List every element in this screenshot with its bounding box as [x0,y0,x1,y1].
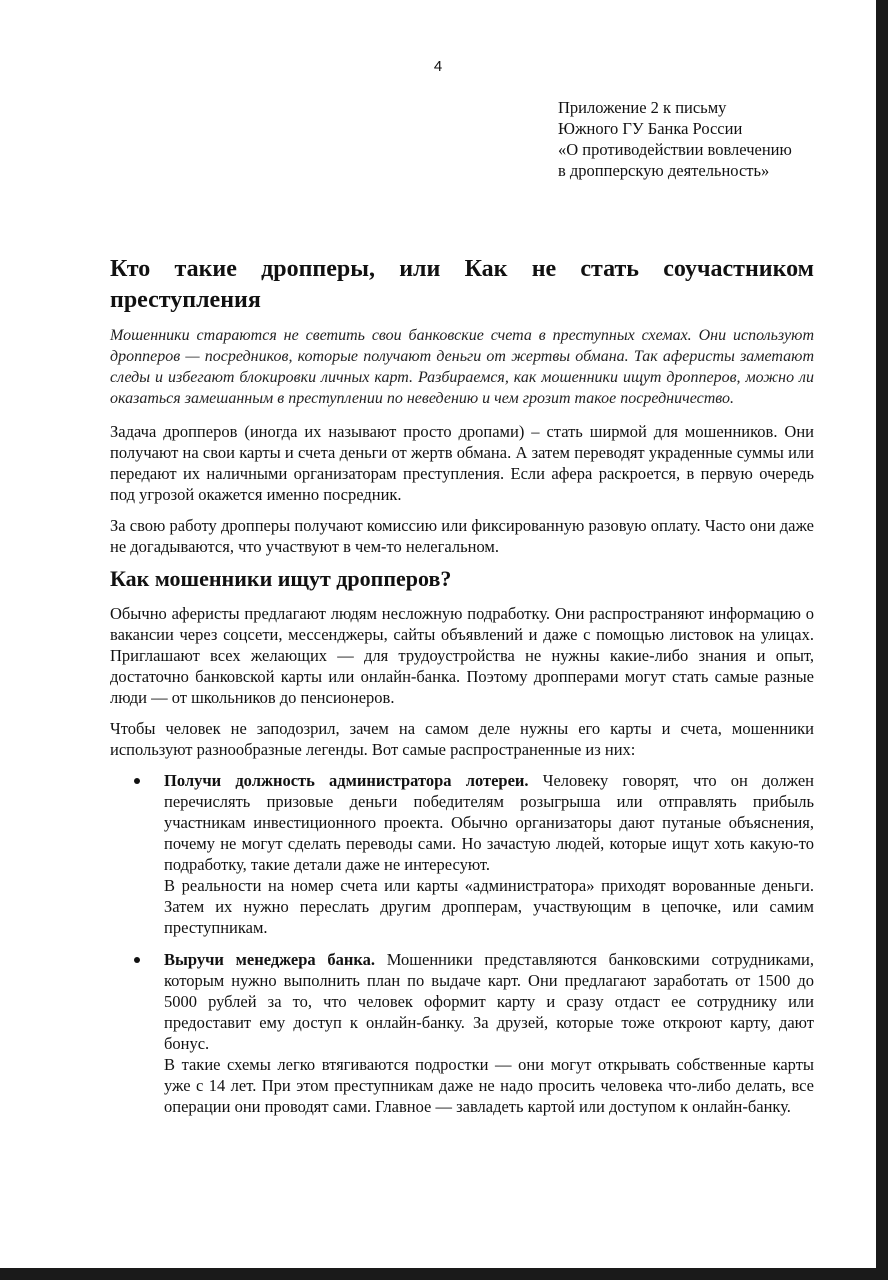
lead-paragraph: Мошенники стараются не светить свои банковские счета в преступных схемах. Они используют дропперов — посредников, которые получают деньги от жертвы обмана. Так аферисты заметают следы и избегают блокировки личных карт. Разбираемся, как мошенники ищут дропперов, можно ли оказаться замешанным в преступлении по неведению и чем грозит такое посредничество. [110,327,814,407]
list-item-title: Выручи менеджера банка. [164,950,376,969]
document-title: Кто такие дропперы, или Как не стать соучастником преступления [110,256,814,313]
appendix-line-3: «О противодействии вовлечению [558,140,792,159]
list-item-text: Мошенники представляются банковскими сотрудниками, которым нужно выполнить план по выдаче карт. Они предлагают заработать от 1500 до 5000 рублей за то, что человек оформит карту и сразу отдаст ее сотруднику или предоставит ему доступ к онлайн-банку. За друзей, которые тоже откроют карту, дают бонус. [164,950,814,1053]
list-item-text-continued: В такие схемы легко втягиваются подростки — они могут открывать собственные карты уже с 14 лет. При этом преступникам даже не надо просить человека что-либо делать, все операции они проводят сами. Главное — завладеть картой или доступом к онлайн-банку. [164,1055,814,1116]
paragraph-droppers-task: Задача дропперов (иногда их называют просто дропами) – стать ширмой для мошенников. Они получают на свои карты и счета деньги от жертв обмана. А затем переводят украденные суммы или передают их наличными организаторам преступления. Если афера раскроется, в первую очередь под угрозой окажется именно посредник. [110,422,814,504]
appendix-line-2: Южного ГУ Банка России [558,119,743,138]
list-item [110,949,814,1117]
paragraph-legends-intro: Чтобы человек не заподозрил, зачем на самом деле нужны его карты и счета, мошенники используют разнообразные легенды. Вот самые распространенные из них: [110,719,814,759]
appendix-line-4: в дропперскую деятельность» [558,161,770,180]
appendix-line-1: Приложение 2 к письму [558,98,727,117]
page-number: 4 [433,58,443,75]
list-item-text-continued: В реальности на номер счета или карты «администратора» приходят ворованные деньги. Затем их нужно переслать другим дропперам, участвующим в цепочке, или самим преступникам. [164,876,814,937]
section-heading: Как мошенники ищут дропперов? [110,566,452,591]
list-item-title: Получи должность администратора лотереи. [164,771,529,790]
paragraph-recruitment: Обычно аферисты предлагают людям несложную подработку. Они распространяют информацию о вакансии через соцсети, мессенджеры, сайты объявлений и даже с помощью листовок на улицах. Приглашают всех желающих — для трудоустройства не нужны какие-либо знания и опыт, достаточно банковской карты или онлайн-банка. Поэтому дропперами могут стать самые разные люди — от школьников до пенсионеров. [110,604,814,707]
bullet-icon [134,778,140,784]
list-item [110,770,814,938]
paragraph-droppers-payment: За свою работу дропперы получают комиссию или фиксированную разовую оплату. Часто они даже не догадываются, что участвуют в чем-то нелегальном. [110,516,814,556]
document-body [110,254,814,1128]
bullet-icon [134,957,140,963]
list-item-text: Человеку говорят, что он должен перечислять призовые деньги победителям розыгрыша или отправлять прибыль участникам инвестиционного проекта. Обычно организаторы дают путаные объяснения, почему не могут сделать переводы сами. Но зачастую людей, которые ищут хоть какую-то подработку, такие детали даже не интересуют. [164,771,814,874]
legends-list [110,770,814,1117]
appendix-reference [558,97,858,181]
